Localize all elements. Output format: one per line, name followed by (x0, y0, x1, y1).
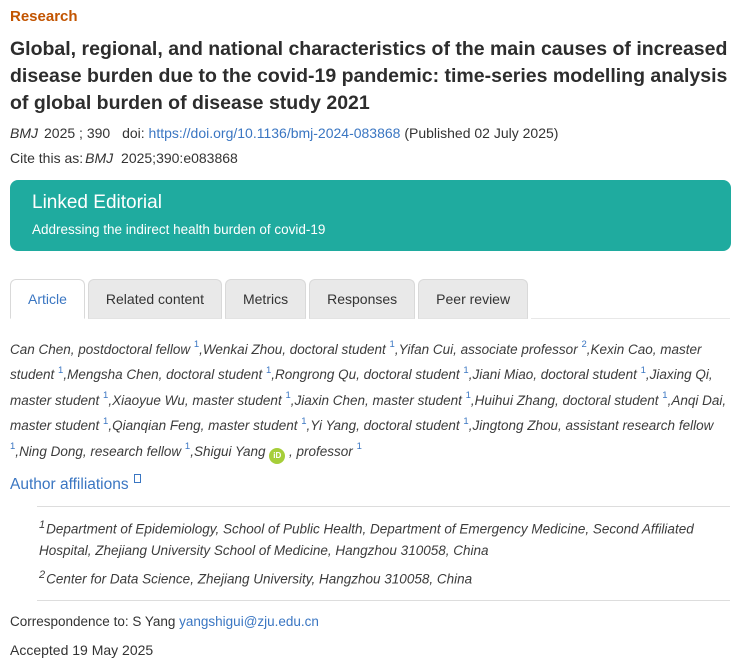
affiliation-number: 1 (39, 518, 46, 531)
affiliations-box (37, 506, 730, 601)
author: Xiaoyue Wu, master student $^1$, (112, 390, 295, 408)
cite-journal: BMJ (85, 150, 114, 166)
tab-article[interactable]: Article (10, 279, 85, 319)
affiliation-ref: 1 (58, 364, 64, 376)
affiliation-ref: 1 (662, 390, 668, 401)
affiliation-ref: 1 (103, 390, 109, 401)
tab-peer-review[interactable]: Peer review (418, 279, 528, 319)
affiliation-ref: 1 (10, 441, 16, 452)
affiliation-ref: 1 (103, 415, 109, 427)
author: Rongrong Qu, doctoral student $^1$, (275, 364, 473, 382)
article-title: Global, regional, and national characteristics of the main causes of increased disease burden due to the covid-19 pandemic: time-series modelling analysis of global burden of disease study 2021 (10, 38, 728, 114)
tab-bar-filler (531, 279, 730, 319)
citation-line (10, 123, 730, 143)
linked-editorial-banner[interactable] (10, 180, 731, 251)
author: Can Chen, postdoctoral fellow $^1$, (10, 339, 203, 357)
correspondence-email-link[interactable]: yangshigui@zju.edu.cn (179, 613, 319, 629)
author: Jiani Miao, doctoral student $^1$, (472, 364, 650, 382)
tab-metrics[interactable]: Metrics (225, 279, 306, 319)
author-affiliations-toggle[interactable] (10, 474, 141, 494)
author: Kexin Cao, master student $^1$, (10, 341, 702, 382)
cite-label: Cite this as: (10, 150, 84, 166)
affiliation-ref: 1 (463, 364, 469, 376)
cite-as-line (10, 148, 730, 168)
year-volume: 2025 ; 390 (44, 125, 111, 141)
tab-related-content[interactable]: Related content (88, 279, 222, 319)
journal-name: BMJ (10, 125, 38, 141)
author: Jiaxing Qi, master student $^1$, (10, 367, 713, 408)
author: Mengsha Chen, doctoral student $^1$, (67, 364, 276, 382)
affiliation-ref: 1 (640, 364, 646, 376)
accepted-date: Accepted 19 May 2025 (10, 641, 154, 658)
affiliation-number: 2 (39, 569, 46, 581)
doi-label: doi: (122, 125, 145, 141)
affiliation-ref: 1 (465, 390, 471, 401)
affiliation-ref: 2 (581, 339, 587, 350)
correspondence-line (10, 613, 730, 631)
affiliation-ref: 1 (265, 364, 272, 376)
doi-link[interactable]: https://doi.org/10.1136/bmj-2024-083868 (148, 125, 401, 141)
author: Jingtong Zhou, assistant research fellow $^1$, (10, 418, 714, 459)
orcid-icon[interactable]: iD (269, 448, 285, 464)
published-date: (Published 02 July 2025) (404, 125, 559, 141)
affiliation-item: $^2$Center for Data Science, Zhejiang University, Hangzhou 310058, China (39, 569, 473, 587)
author: Shigui Yang iD , professor $^1$ (194, 444, 362, 459)
author: Yifan Cui, associate professor $^2$, (398, 339, 591, 357)
author-list (10, 335, 730, 464)
affiliation-ref: 1 (389, 339, 395, 350)
affiliation-ref: 1 (301, 415, 307, 427)
linked-editorial-subtitle[interactable]: Addressing the indirect health burden of covid-19 (32, 222, 326, 237)
author: Qianqian Feng, master student $^1$, (112, 415, 311, 433)
affiliation-item: $^1$Department of Epidemiology, School of Public Health, Department of Emergency Medicine, Second Affiliated Hospital, Zhejiang University School of Medicine, Hangzhou 310058, China (39, 518, 694, 558)
author: Anqi Dai, master student $^1$, (10, 392, 727, 433)
section-label: Research (10, 8, 78, 25)
correspondence-label: Correspondence to: S Yang (10, 613, 176, 629)
affiliation-ref: 1 (463, 415, 469, 427)
linked-editorial-title: Linked Editorial (32, 192, 162, 213)
affiliation-ref: 1 (285, 390, 291, 401)
author-affiliations-label: Author affiliations (10, 475, 129, 493)
tab-bar (10, 279, 730, 319)
affiliation-ref: 1 (193, 339, 200, 350)
cite-ref: 2025;390:e083868 (121, 150, 238, 166)
author: Ning Dong, research fellow $^1$, (19, 441, 194, 459)
expand-box-icon (134, 474, 141, 483)
affiliation-ref: 1 (184, 441, 191, 452)
tab-responses[interactable]: Responses (309, 279, 415, 319)
author: Jiaxin Chen, master student $^1$, (294, 390, 475, 408)
affiliation-ref: 1 (356, 441, 362, 452)
author: Yi Yang, doctoral student $^1$, (310, 415, 473, 433)
author: Huihui Zhang, doctoral student $^1$, (474, 390, 672, 408)
author: Wenkai Zhou, doctoral student $^1$, (202, 339, 399, 357)
